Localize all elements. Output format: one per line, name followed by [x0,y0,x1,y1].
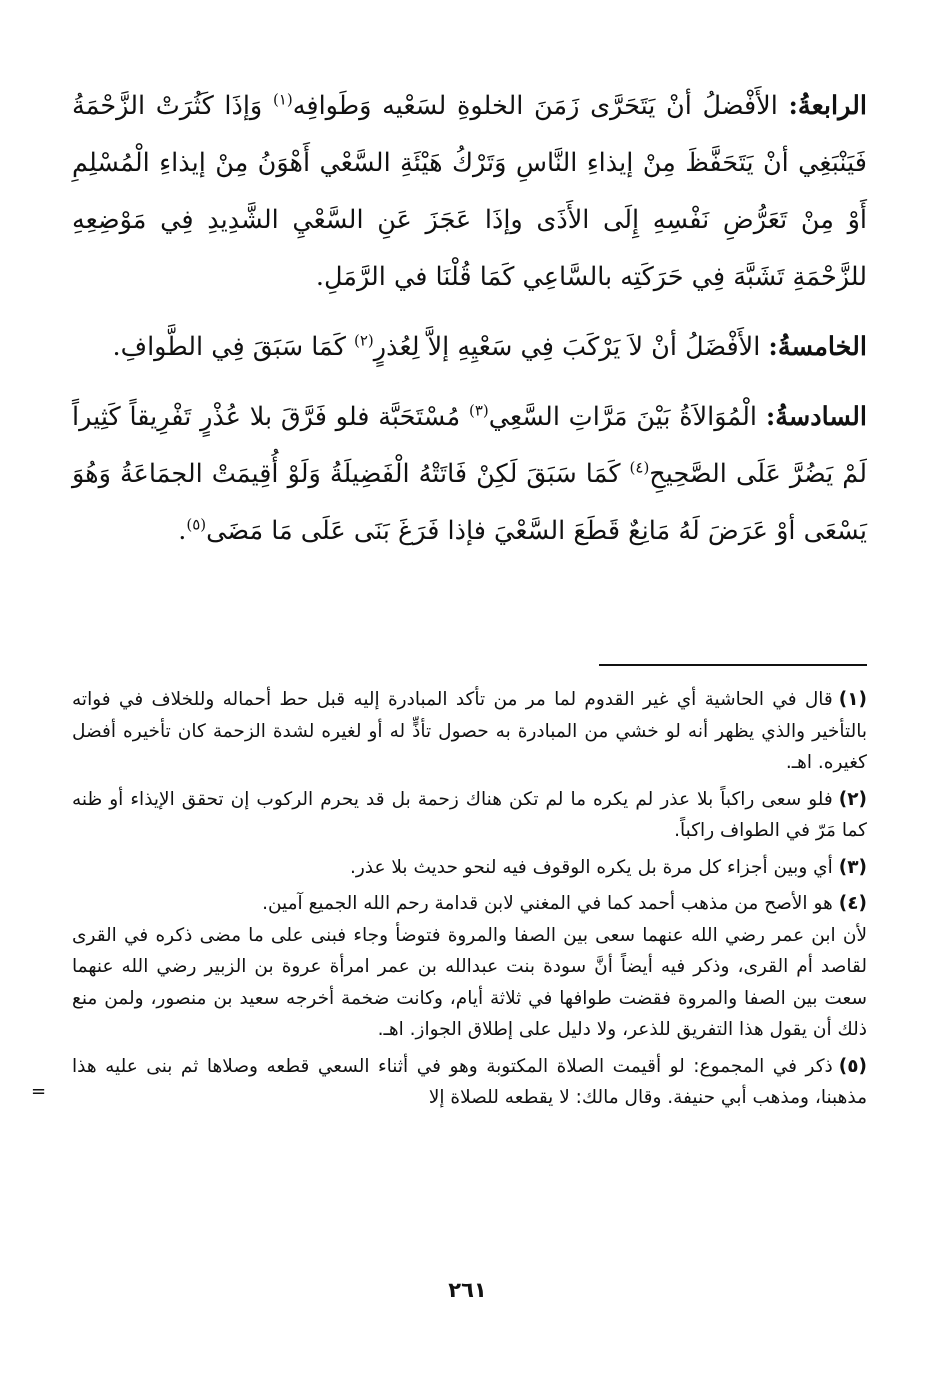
continuation-mark: = [31,1081,47,1102]
footnote-number: (١) [838,689,867,710]
paragraph-text: الْمُوَالاَةُ بَيْنَ مَرَّاتِ السَّعِي [488,402,766,432]
footnote-text: قال في الحاشية أي غير القدوم لما مر من تأكد المبادرة إليه قبل حط أحماله وللخلاف في فواته بالتأخير والذي يظهر أنه لو خشي من المبادرة به حصول تأذٍّ له أو لغيره لشدة الزحمة كان تأخيره أفضل كغيره. اهـ. [72,689,867,773]
footnote-separator [599,664,867,666]
footnote-2 [72,784,867,847]
footnote-ref-2[interactable]: (٢) [353,331,374,350]
paragraph-text: الأَفْضلُ أنْ يَتَحَرَّى زَمَنَ الخلوةِ لسَعْيه وَطَوافِه [292,91,789,121]
paragraph-sixth [72,389,867,560]
footnote-number: (٤) [838,893,867,914]
footnote-text: ذكر في المجموع: لو أقيمت الصلاة المكتوبة وهو في أثناء السعي قطعه وصلاها ثم بنى عليه هذا مذهبنا، ومذهب أبي حنيفة. وقال مالك: لا يقطعه للصلاة إلا [72,1055,867,1108]
paragraph-text: . [178,516,187,546]
footnote-number: (٢) [838,788,867,810]
paragraph-text: وَإذَا كَثُرَتْ الزَّحْمَةُ فَيَنْبَغِي أنْ يَتَحَفَّظَ مِنْ إيذاءِ النَّاسِ وَتَرْكُ هَيْئَةِ السَّعْي أَهْوَنُ مِنْ إيذاءِ الْمُسْلِمِ أَوْ مِنْ تَعَرُّضِ نَفْسِهِ إِلَى الأَذَى وإذَا عَجَزَ عَنِ السَّعْيِ الشَّدِيدِ فِي مَوْضِعِهِ للزَّحْمَةِ تَشَبَّهَ فِي حَرَكَتِه بالسَّاعِي كَمَا قُلْنَا في الرَّمَلِ. [72,91,867,292]
footnote-ref-3[interactable]: (٣) [468,401,489,420]
footnote-4 [72,888,867,920]
footnote-ref-4[interactable]: (٤) [629,458,650,477]
footnotes [31,684,867,1119]
paragraph-lead-sixth: السادسةُ: [765,402,867,432]
paragraph-fourth [72,78,867,306]
paragraph-lead-fifth: الخامسةُ: [768,332,867,362]
footnote-number: (٣) [838,856,867,878]
footnote-text: أي وبين أجزاء كل مرة بل يكره الوقوف فيه لنحو حديث بلا عذر. [349,856,833,878]
footnote-1 [72,684,867,779]
footnote-3 [72,852,867,884]
footnote-text: هو الأصح من مذهب أحمد كما في المغني لابن قدامة رحم الله الجميع آمين. [262,893,833,914]
paragraph-text: كَمَا سَبَقَ لَكِنْ فَاتَتْهُ الْفَضِيلَةُ وَلَوْ أُقِيمَتْ الجمَاعَةُ وَهُوَ يَسْعَى أوْ عَرَضَ لَهُ مَانِعٌ قَطَعَ السَّعْيَ فإذا فَرَغَ بَنَى عَلَى مَا مَضَى [72,459,867,546]
footnote-number: (٥) [838,1055,867,1077]
footnote-ref-1[interactable]: (١) [272,90,293,109]
page-body [31,78,867,1108]
paragraph-text: الأَفْضَلُ أنْ لاَ يَرْكَبَ فِي سَعْيِهِ إلاَّ لِعُذرٍ [373,332,769,362]
paragraph-text: مُسْتَحَبَّة فلو فَرَّقَ بلا عُذْرٍ تَفْرِيقاً كَثِيراً لَمْ يَضُرَّ عَلَى الصَّحِيحِ [72,402,867,489]
footnote-4-continuation: لأن ابن عمر رضي الله عنهما سعى بين الصفا والمروة فتوضأ وجاء فبنى على ما مضى ذكره في القرى لقاصد أم القرى، وذكر فيه أيضاً أنَّ سودة بنت عبدالله بن عمر امرأة عروة بن الزبير رضي الله عنهما سعت بين الصفا والمروة فقضت طوافها في ثلاثة أيام، وكانت ضخمة أخرجه سعيد بن منصور، ولمن منع ذلك أن يقول هذا التفريق للذعر، ولا دليل على إطلاق الجواز. اهـ. [72,924,867,1040]
paragraph-lead-fourth: الرابعةُ: [788,91,867,121]
footnote-ref-5[interactable]: (٥) [186,515,207,534]
paragraph-fifth [72,319,867,376]
footnote-text: فلو سعى راكباً بلا عذر لم يكره ما لم تكن هناك زحمة بل قد يحرم الركوب إن تحقق الإيذاء أو ظنه كما مَرّ في الطواف راكباً. [72,788,867,841]
paragraph-text: كَمَا سَبَقَ فِي الطَّوافِ. [112,332,354,362]
page-number: ٢٦١ [448,1278,487,1302]
footnote-5 [31,1051,867,1114]
